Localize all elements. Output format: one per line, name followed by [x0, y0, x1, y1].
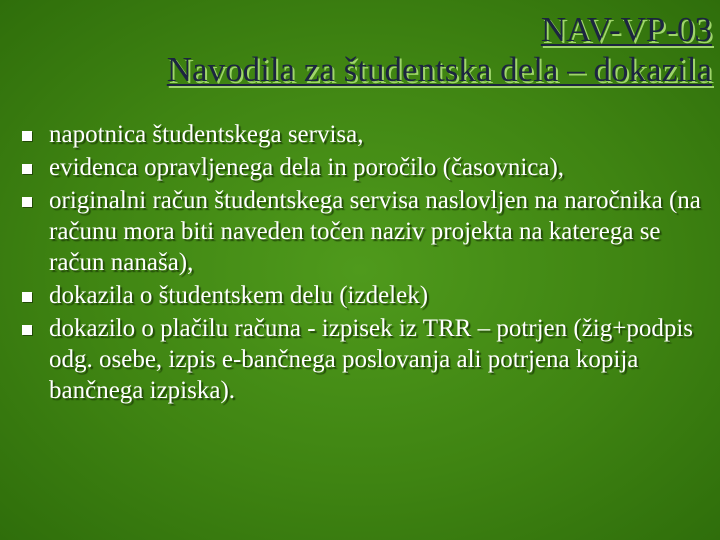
square-bullet-icon — [22, 164, 32, 174]
bullet-item — [22, 152, 712, 183]
bullet-text: evidenca opravljenega dela in poročilo (časovnica), — [49, 154, 565, 181]
bullet-item — [22, 280, 712, 311]
square-bullet-icon — [22, 197, 32, 207]
title-line-code: NAV-VP-03 — [540, 10, 712, 49]
bullet-list — [22, 119, 712, 408]
slide-title — [12, 10, 712, 90]
square-bullet-icon — [22, 325, 32, 335]
bullet-item — [22, 185, 712, 278]
square-bullet-icon — [22, 292, 32, 302]
bullet-item — [22, 313, 712, 406]
bullet-text: dokazilo o plačilu računa - izpisek iz TRR – potrjen (žig+podpis odg. osebe, izpis e-bančnega poslovanja ali potrjena kopija bančnega izpiska). — [49, 315, 694, 404]
title-line-subtitle: Navodila za študentska dela – dokazila — [166, 50, 712, 89]
bullet-item — [22, 119, 712, 150]
square-bullet-icon — [22, 131, 32, 141]
bullet-text: dokazila o študentskem delu (izdelek) — [49, 282, 429, 309]
bullet-text: napotnica študentskega servisa, — [49, 121, 364, 148]
bullet-text: originalni račun študentskega servisa naslovljen na naročnika (na računu mora biti naveden točen naziv projekta na katerega se račun nanaša), — [49, 187, 701, 276]
